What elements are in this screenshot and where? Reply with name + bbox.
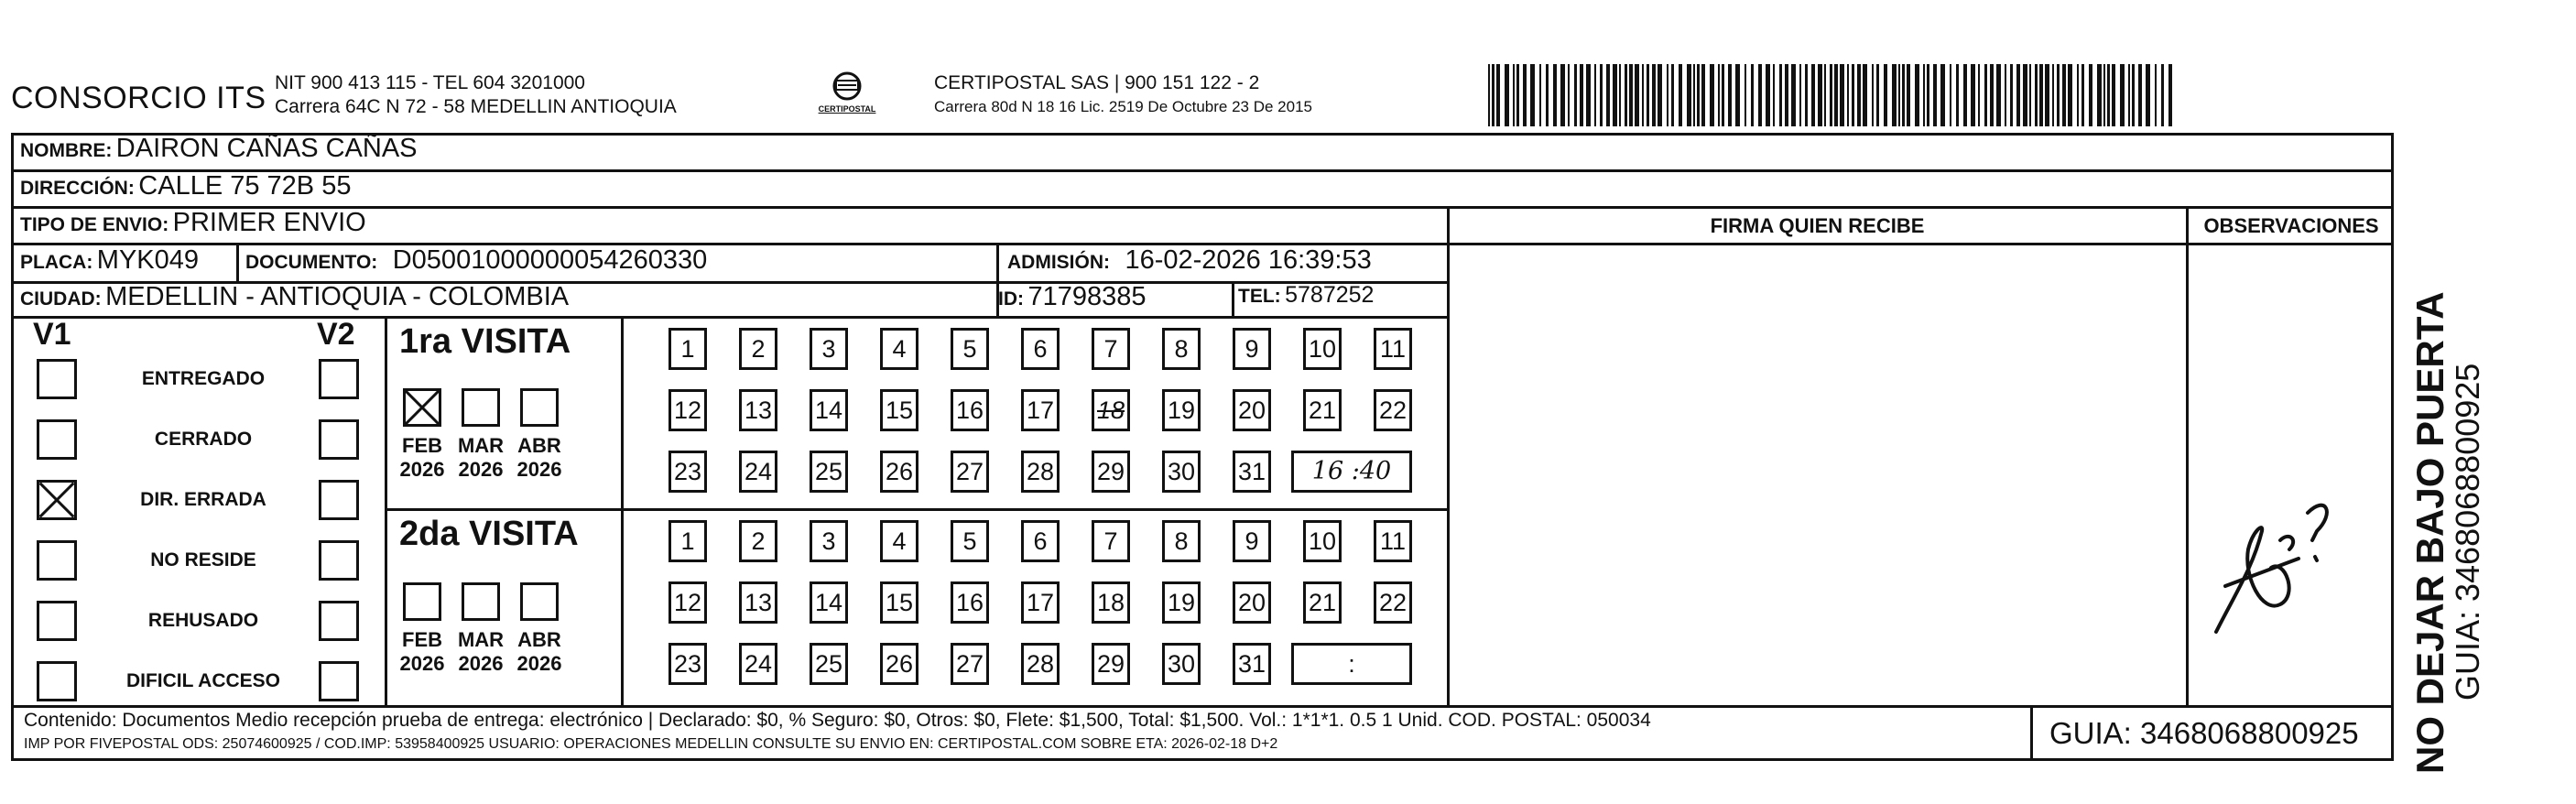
v2-checkbox[interactable]	[319, 419, 359, 460]
day-box[interactable]: 6	[1021, 328, 1060, 370]
day-box[interactable]: 3	[810, 520, 848, 562]
month-checkbox[interactable]	[520, 582, 559, 621]
side-warning: NO DEJAR BAJO PUERTA	[2408, 291, 2451, 774]
certipostal-logo	[810, 68, 884, 123]
carrier-info	[934, 71, 1312, 119]
nombre-label: NOMBRE:	[20, 140, 113, 161]
v1-checkbox[interactable]	[37, 359, 77, 399]
day-box[interactable]: 20	[1233, 389, 1271, 431]
id-field	[998, 282, 1146, 312]
day-box[interactable]: 30	[1162, 643, 1201, 685]
direccion-label: DIRECCIÓN:	[20, 178, 135, 199]
tel-value: 5787252	[1285, 282, 1375, 308]
month-checkbox[interactable]	[403, 388, 441, 427]
status-reason-label: REHUSADO	[147, 610, 259, 631]
day-box[interactable]: 4	[880, 520, 918, 562]
day-box[interactable]: 10	[1303, 520, 1342, 562]
second-visit-title: 2da VISITA	[399, 515, 579, 553]
day-box[interactable]: 1	[668, 328, 707, 370]
day-box[interactable]: 27	[951, 643, 989, 685]
nombre-row	[20, 134, 418, 164]
month-checkbox[interactable]	[462, 582, 500, 621]
day-box[interactable]: 14	[810, 581, 848, 624]
day-box[interactable]: 18	[1092, 389, 1130, 431]
day-box[interactable]: 16	[951, 389, 989, 431]
month-checkbox[interactable]	[520, 388, 559, 427]
status-reason-label: DIR. ERRADA	[140, 489, 266, 510]
day-box[interactable]: 31	[1233, 451, 1271, 493]
day-box[interactable]: 18	[1092, 581, 1130, 624]
day-box[interactable]: 5	[951, 328, 989, 370]
side-text	[2408, 133, 2487, 774]
day-box[interactable]: 13	[739, 581, 777, 624]
day-box[interactable]: 13	[739, 389, 777, 431]
day-box[interactable]: 9	[1233, 328, 1271, 370]
tel-field	[1238, 282, 1374, 309]
placa-field	[20, 245, 199, 276]
day-box[interactable]: 12	[668, 581, 707, 624]
v1-checkbox[interactable]	[37, 540, 77, 581]
day-box[interactable]: 8	[1162, 328, 1201, 370]
day-box[interactable]: 9	[1233, 520, 1271, 562]
tipo-label: TIPO DE ENVIO:	[20, 214, 169, 235]
logo-text: CERTIPOSTAL	[818, 104, 876, 114]
month-checkbox[interactable]	[403, 582, 441, 621]
day-box[interactable]: 6	[1021, 520, 1060, 562]
day-box[interactable]: 29	[1092, 643, 1130, 685]
nit-line: NIT 900 413 115 - TEL 604 3201000	[275, 72, 585, 93]
v2-header: V2	[317, 317, 355, 352]
documento-value: D05001000000054260330	[392, 245, 708, 275]
month-label: ABR 2026	[516, 628, 562, 675]
footer-content-line: Contenido: Documentos Medio recepción prueba de entrega: electrónico | Declarado: $0, % Seguro: $0, Otros: $0, Flete: $1,500, Total: $1,500. Vol.: 1*1*1. 0.5 1 Unid. COD. POSTAL: 050034	[24, 710, 1651, 731]
day-box[interactable]: 20	[1233, 581, 1271, 624]
day-box[interactable]: 21	[1303, 581, 1342, 624]
admision-field	[1007, 245, 1372, 276]
day-box[interactable]: 30	[1162, 451, 1201, 493]
documento-label: DOCUMENTO:	[245, 252, 378, 273]
status-reason-label: NO RESIDE	[150, 549, 256, 570]
firma-header: FIRMA QUIEN RECIBE	[1710, 214, 1925, 237]
day-box[interactable]: 7	[1092, 328, 1130, 370]
day-box[interactable]: 22	[1374, 581, 1412, 624]
company-name: CONSORCIO ITS	[11, 81, 266, 115]
day-box[interactable]: 14	[810, 389, 848, 431]
day-box[interactable]: 2	[739, 520, 777, 562]
carrier-line: CERTIPOSTAL SAS | 900 151 122 - 2	[934, 72, 1260, 93]
observaciones-header: OBSERVACIONES	[2203, 214, 2379, 237]
placa-label: PLACA:	[20, 252, 93, 273]
footer-print-line: IMP POR FIVEPOSTAL ODS: 25074600925 / COD.IMP: 53958400925 USUARIO: OPERACIONES MEDELLIN CONSULTE SU ENVIO EN: CERTIPOSTAL.COM SOBRE ETA: 2026-02-18 D+2	[24, 736, 1278, 752]
ciudad-label: CIUDAD:	[20, 288, 102, 310]
barcode	[1488, 64, 2173, 126]
v1-checkbox[interactable]	[37, 480, 77, 520]
day-box[interactable]: 28	[1021, 643, 1060, 685]
day-box[interactable]: 1	[668, 520, 707, 562]
v1-checkbox[interactable]	[37, 601, 77, 641]
month-label: FEB 2026	[399, 434, 445, 481]
direccion-row	[20, 171, 351, 201]
day-box[interactable]: 12	[668, 389, 707, 431]
ciudad-value: MEDELLIN - ANTIOQUIA - COLOMBIA	[105, 282, 570, 311]
side-guia: GUIA: 3468068800925	[2449, 363, 2486, 701]
nombre-value: DAIRON CAÑAS CAÑAS	[115, 134, 418, 163]
handwritten-observation	[2198, 476, 2344, 655]
day-box[interactable]: 29	[1092, 451, 1130, 493]
time-box[interactable]: 16 :40	[1291, 451, 1412, 493]
v2-checkbox[interactable]	[319, 540, 359, 581]
tel-label: TEL:	[1238, 286, 1281, 307]
day-box[interactable]: 22	[1374, 389, 1412, 431]
day-box[interactable]: 23	[668, 643, 707, 685]
tipo-value: PRIMER ENVIO	[172, 208, 366, 237]
status-reason-label: CERRADO	[154, 429, 253, 450]
documento-field	[245, 245, 707, 276]
month-label: ABR 2026	[516, 434, 562, 481]
time-box[interactable]: :	[1291, 643, 1412, 685]
day-box[interactable]: 23	[668, 451, 707, 493]
month-label: MAR 2026	[457, 628, 505, 675]
day-box[interactable]: 11	[1374, 520, 1412, 562]
ciudad-field	[20, 282, 569, 312]
id-value: 71798385	[1027, 282, 1147, 311]
day-box[interactable]: 24	[739, 643, 777, 685]
company-info	[275, 71, 677, 119]
day-box[interactable]: 19	[1162, 389, 1201, 431]
day-box[interactable]: 17	[1021, 581, 1060, 624]
day-box[interactable]: 26	[880, 451, 918, 493]
v1-checkbox[interactable]	[37, 661, 77, 701]
day-box[interactable]: 26	[880, 643, 918, 685]
day-box[interactable]: 5	[951, 520, 989, 562]
v2-checkbox[interactable]	[319, 601, 359, 641]
v1-checkbox[interactable]	[37, 419, 77, 460]
month-checkbox[interactable]	[462, 388, 500, 427]
v1-header: V1	[33, 317, 71, 352]
id-label: ID:	[998, 288, 1024, 310]
day-box[interactable]: 15	[880, 581, 918, 624]
status-reason-label: DIFICIL ACCESO	[125, 670, 280, 691]
day-box[interactable]: 4	[880, 328, 918, 370]
day-box[interactable]: 25	[810, 451, 848, 493]
day-box[interactable]: 28	[1021, 451, 1060, 493]
month-label: FEB 2026	[399, 628, 445, 675]
day-box[interactable]: 17	[1021, 389, 1060, 431]
day-box[interactable]: 7	[1092, 520, 1130, 562]
day-box[interactable]: 2	[739, 328, 777, 370]
footer-guia: GUIA: 3468068800925	[2049, 716, 2359, 750]
day-box[interactable]: 8	[1162, 520, 1201, 562]
day-box[interactable]: 11	[1374, 328, 1412, 370]
day-box[interactable]: 19	[1162, 581, 1201, 624]
day-box[interactable]: 10	[1303, 328, 1342, 370]
day-box[interactable]: 15	[880, 389, 918, 431]
admision-label: ADMISIÓN:	[1007, 252, 1110, 273]
carrier-address: Carrera 80d N 18 16 Lic. 2519 De Octubre 23 De 2015	[934, 98, 1312, 115]
placa-value: MYK049	[96, 245, 200, 275]
company-address: Carrera 64C N 72 - 58 MEDELLIN ANTIOQUIA	[275, 96, 677, 117]
admision-value: 16-02-2026 16:39:53	[1125, 245, 1372, 275]
day-box[interactable]: 31	[1233, 643, 1271, 685]
tipo-row	[20, 208, 366, 238]
v2-checkbox[interactable]	[319, 661, 359, 701]
day-box[interactable]: 3	[810, 328, 848, 370]
direccion-value: CALLE 75 72B 55	[138, 171, 352, 201]
day-box[interactable]: 27	[951, 451, 989, 493]
month-label: MAR 2026	[457, 434, 505, 481]
v2-checkbox[interactable]	[319, 359, 359, 399]
status-reason-label: ENTREGADO	[141, 368, 266, 389]
day-box[interactable]: 16	[951, 581, 989, 624]
first-visit-title: 1ra VISITA	[399, 322, 571, 361]
day-box[interactable]: 24	[739, 451, 777, 493]
day-box[interactable]: 25	[810, 643, 848, 685]
v2-checkbox[interactable]	[319, 480, 359, 520]
day-box[interactable]: 21	[1303, 389, 1342, 431]
